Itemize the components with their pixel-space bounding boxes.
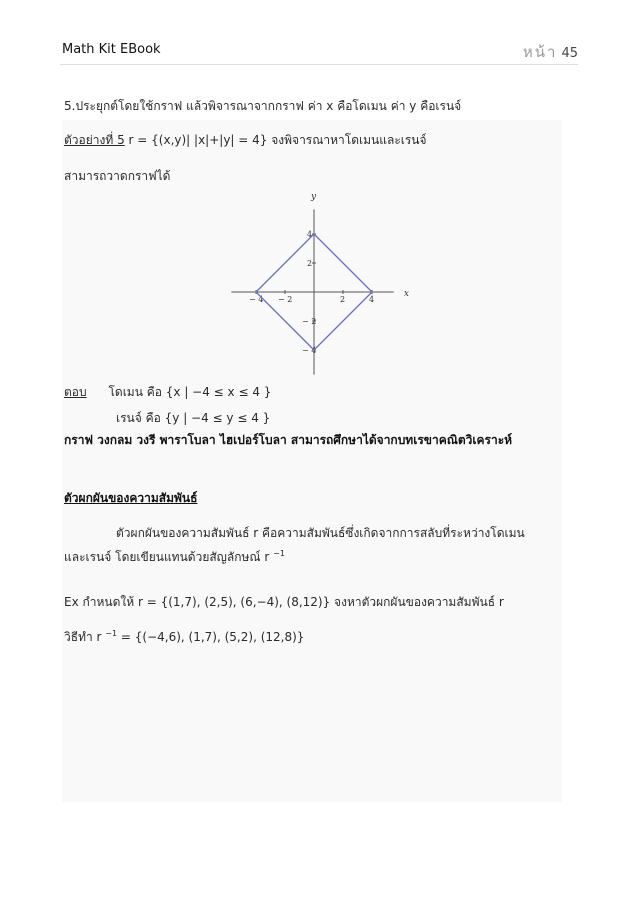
drawable-text: สามารถวาดกราฟได้ (64, 169, 171, 183)
y-tick-label: − 4 (302, 346, 317, 355)
solution-label: วิธีทำ r (64, 630, 102, 644)
book-title: Math Kit EBook (62, 42, 161, 57)
x-tick-label: − 4 (249, 295, 264, 304)
y-tick-label: 2 (307, 259, 313, 268)
y-tick-label: − 2 (302, 317, 317, 326)
answer-label: ตอบ (64, 385, 87, 399)
tick-labels (249, 192, 409, 355)
page-number: 45 (561, 46, 578, 61)
x-tick-label: 4 (369, 295, 375, 304)
solution-line (64, 628, 304, 647)
page-indicator (523, 40, 578, 64)
section-intro: 5.ประยุกต์โดยใช้กราฟ แล้วพิจารณาจากกราฟ ค่า x คือโดเมน ค่า y คือเรนจ์ (64, 99, 462, 113)
page-label: หน้า (522, 43, 558, 61)
answer-range: เรนจ์ คือ {y | −4 ≤ y ≤ 4 } (116, 411, 271, 425)
answer-domain-line (64, 383, 271, 402)
graph (226, 192, 409, 380)
solution-sup: −1 (105, 629, 118, 638)
conic-note: กราฟ วงกลม วงรี พาราโบลา ไฮเปอร์โบลา สามารถศึกษาได้จากบทเรขาคณิตวิเคราะห์ (64, 433, 513, 447)
example-text: r = {(x,y)| |x|+|y| = 4} จงพิจารณาหาโดเมนและเรนจ์ (124, 133, 427, 147)
answer-domain: โดเมน คือ {x | −4 ≤ x ≤ 4 } (108, 385, 272, 399)
inverse-para1: ตัวผกผันของความสัมพันธ์ r คือความสัมพันธ์ซึ่งเกิดจากการสลับที่ระหว่างโดเมน (116, 526, 525, 540)
x-tick-label: − 2 (278, 295, 293, 304)
inverse-heading: ตัวผกผันของความสัมพันธ์ (64, 491, 198, 505)
solution-result: = {(−4,6), (1,7), (5,2), (12,8)} (117, 630, 305, 644)
inverse-para2-line (64, 548, 285, 567)
example-label: ตัวอย่างที่ 5 (64, 133, 125, 147)
header-divider (60, 64, 578, 65)
x-axis-label: x (403, 289, 409, 299)
example-inverse: Ex กำหนดให้ r = {(1,7), (2,5), (6,−4), (8,12)} จงหาตัวผกผันของความสัมพันธ์ r (64, 595, 504, 609)
y-axis-label: y (311, 192, 317, 203)
y-tick-label: 4 (307, 230, 313, 239)
example-line (64, 131, 427, 150)
inverse-sup: −1 (273, 549, 285, 558)
x-tick-label: 2 (340, 295, 346, 304)
inverse-para2: และเรนจ์ โดยเขียนแทนด้วยสัญลักษณ์ r (64, 550, 270, 564)
